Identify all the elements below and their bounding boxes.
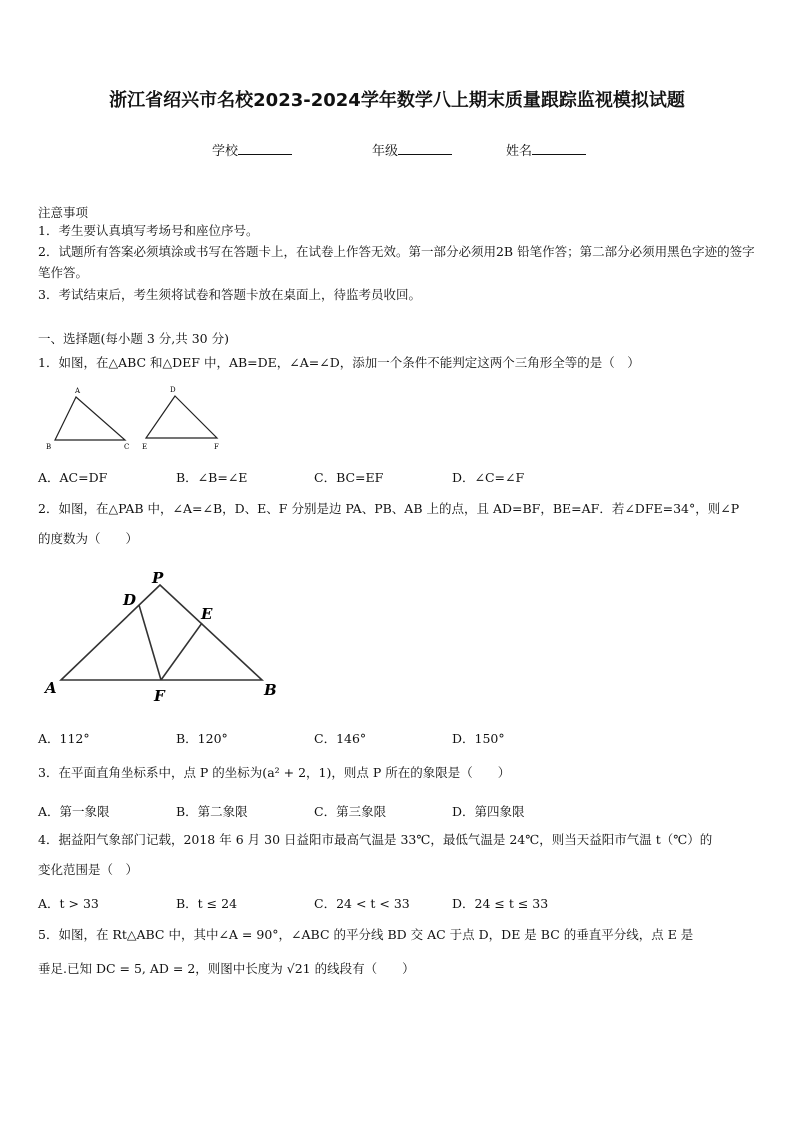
q4-option-a[interactable]: A．t > 33 <box>38 896 99 911</box>
segment-df <box>139 605 161 680</box>
triangle-pab <box>61 585 262 680</box>
q2-triangle-figure <box>38 565 288 710</box>
label-D: D <box>170 386 176 394</box>
notes-heading: 注意事项 <box>38 205 89 220</box>
q4-option-b[interactable]: B．t ≤ 24 <box>176 896 238 911</box>
q3-option-b[interactable]: B．第二象限 <box>176 804 248 819</box>
q3-option-c[interactable]: C．第三象限 <box>314 804 387 819</box>
q3-option-a[interactable]: A．第一象限 <box>38 804 110 819</box>
note-item-3: 3．考试结束后，考生须将试卷和答题卡放在桌面上，待监考员收回。 <box>38 287 421 302</box>
school-label: 学校 <box>212 144 239 159</box>
q2-stem-line1: 2．如图，在△PAB 中，∠A=∠B，D、E、F 分别是边 PA、PB、AB 上的点，且 AD=BF，BE=AF．若∠DFE=34°，则∠P <box>38 501 740 516</box>
q1-option-b[interactable]: B．∠B=∠E <box>176 470 248 485</box>
q4-option-d[interactable]: D．24 ≤ t ≤ 33 <box>452 896 549 911</box>
label-E: E <box>142 443 148 451</box>
q1-triangles-figure <box>38 383 238 455</box>
label-A: A <box>75 387 81 395</box>
q1-stem: 1．如图，在△ABC 和△DEF 中，AB=DE，∠A=∠D，添加一个条件不能判定这两个三角形全等的是（ ） <box>38 355 640 370</box>
label-P: P <box>152 569 164 587</box>
label-F: F <box>154 687 165 705</box>
name-label: 姓名 <box>506 144 533 159</box>
grade-label: 年级 <box>372 144 399 159</box>
school-blank[interactable] <box>238 142 292 155</box>
grade-blank[interactable] <box>398 142 452 155</box>
label-B: B <box>46 443 52 451</box>
q2-option-a[interactable]: A．112° <box>38 731 90 746</box>
label-A: A <box>45 679 57 697</box>
label-B: B <box>264 681 277 699</box>
grade-field <box>372 140 452 159</box>
q2-option-c[interactable]: C．146° <box>314 731 367 746</box>
q4-stem-line2: 变化范围是（ ） <box>38 862 139 877</box>
school-field <box>212 140 292 159</box>
q5-stem-line2: 垂足.已知 DC = 5, AD = 2，则图中长度为 √21 的线段有（ ） <box>38 961 415 976</box>
q2-stem-line2: 的度数为（ ） <box>38 531 139 546</box>
label-F: F <box>214 443 219 451</box>
q2-option-b[interactable]: B．120° <box>176 731 228 746</box>
segment-fe <box>161 623 202 680</box>
label-E: E <box>201 605 213 623</box>
label-D: D <box>123 591 137 609</box>
q2-option-d[interactable]: D．150° <box>452 731 505 746</box>
q4-stem-line1: 4．据益阳气象部门记载，2018 年 6 月 30 日益阳市最高气温是 33℃，最低气温是 24℃，则当天益阳市气温 t（℃）的 <box>38 832 713 847</box>
q5-stem-line1: 5．如图，在 Rt△ABC 中，其中∠A = 90°，∠ABC 的平分线 BD 交 AC 于点 D，DE 是 BC 的垂直平分线，点 E 是 <box>38 927 694 942</box>
section-heading: 一、选择题(每小题 3 分,共 30 分) <box>38 331 229 346</box>
label-C: C <box>124 443 130 451</box>
q1-option-a[interactable]: A．AC=DF <box>38 470 108 485</box>
q3-option-d[interactable]: D．第四象限 <box>452 804 525 819</box>
q3-stem: 3．在平面直角坐标系中，点 P 的坐标为(a² + 2，1)，则点 P 所在的象限是（ ） <box>38 765 511 780</box>
name-blank[interactable] <box>532 142 586 155</box>
name-field <box>506 140 586 159</box>
note-item-1: 1．考生要认真填写考场号和座位序号。 <box>38 223 259 238</box>
triangle-abc <box>55 397 125 440</box>
exam-title: 浙江省绍兴市名校2023-2024学年数学八上期末质量跟踪监视模拟试题 <box>109 90 685 111</box>
q1-option-d[interactable]: D．∠C=∠F <box>452 470 525 485</box>
note-item-2: 2．试题所有答案必须填涂或书写在答题卡上，在试卷上作答无效。第一部分必须用2B 铅笔作答；第二部分必须用黑色字迹的签字笔作答。 <box>38 244 755 280</box>
triangle-def <box>146 396 217 438</box>
q4-option-c[interactable]: C．24 < t < 33 <box>314 896 410 911</box>
q1-option-c[interactable]: C．BC=EF <box>314 470 384 485</box>
